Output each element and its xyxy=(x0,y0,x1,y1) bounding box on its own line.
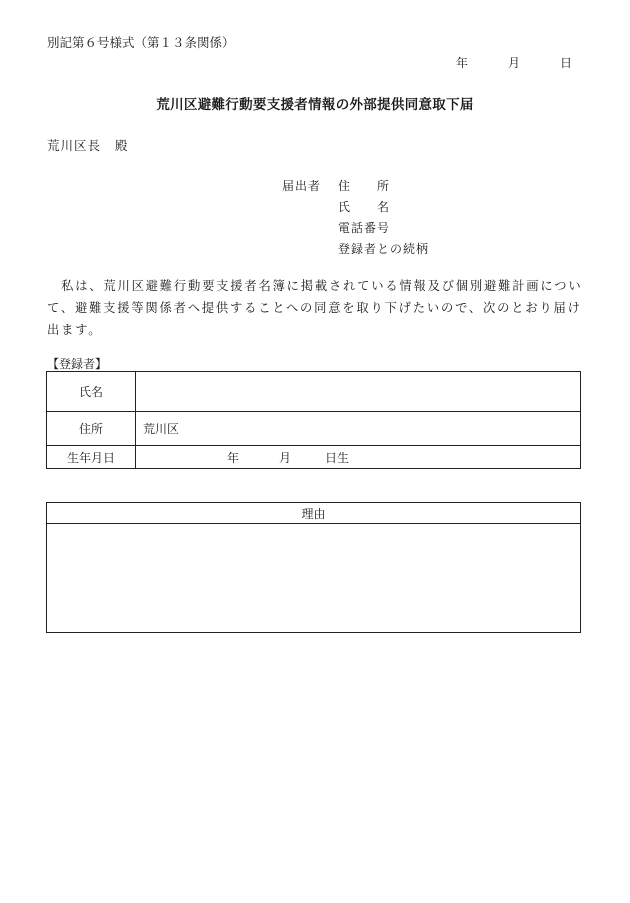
registrant-address-row xyxy=(47,412,581,446)
registrant-address-value[interactable]: 荒川区 xyxy=(136,412,581,446)
applicant-address-field: 住 所 xyxy=(338,179,391,193)
addressee-honorific: 殿 xyxy=(115,138,129,153)
registrant-table xyxy=(46,371,581,469)
applicant-relationship-field: 登録者との続柄 xyxy=(338,242,430,256)
date-day-label: 日 xyxy=(560,56,573,70)
registrant-name-label: 氏名 xyxy=(47,372,136,412)
registrant-birthdate-label: 生年月日 xyxy=(47,446,136,469)
registrant-name-row xyxy=(47,372,581,412)
applicant-label: 届出者 xyxy=(282,179,322,193)
birth-year-label: 年 xyxy=(227,450,240,465)
form-number: 別記第６号様式（第１３条関係） xyxy=(47,35,235,50)
reason-label: 理由 xyxy=(47,503,581,524)
registrant-address-label: 住所 xyxy=(47,412,136,446)
date-month-label: 月 xyxy=(508,56,521,70)
registrant-birthdate-value[interactable] xyxy=(136,446,581,469)
declaration-line-1: 私は、荒川区避難行動要支援者名簿に掲載されている情報及び個別避難計画につい xyxy=(47,279,583,293)
registrant-caption: 【登録者】 xyxy=(47,357,108,371)
birth-day-label: 日生 xyxy=(325,450,350,465)
declaration-line-3: 出ます。 xyxy=(47,323,103,337)
birth-month-label: 月 xyxy=(279,450,292,465)
declaration-text xyxy=(47,275,583,341)
applicant-phone-field: 電話番号 xyxy=(338,221,391,235)
submission-date xyxy=(456,54,572,71)
date-year-label: 年 xyxy=(456,56,469,70)
registrant-birthdate-row xyxy=(47,446,581,469)
registrant-name-value[interactable] xyxy=(136,372,581,412)
document-title: 荒川区避難行動要支援者情報の外部提供同意取下届 xyxy=(156,97,474,113)
applicant-name-field: 氏 名 xyxy=(338,200,391,214)
addressee xyxy=(47,136,129,154)
reason-table xyxy=(46,502,581,633)
reason-input-area[interactable] xyxy=(47,524,581,633)
addressee-name: 荒川区長 xyxy=(47,138,102,153)
declaration-line-2: て、避難支援等関係者へ提供することへの同意を取り下げたいので、次のとおり届け xyxy=(47,301,582,315)
